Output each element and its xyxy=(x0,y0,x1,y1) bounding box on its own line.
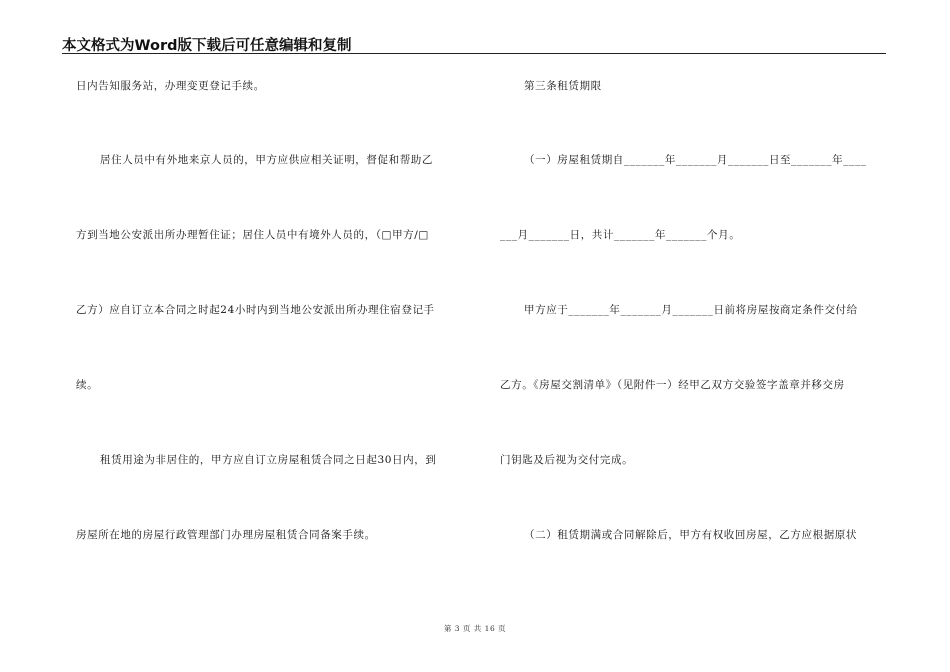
page-number-footer: 第 3 页 共 16 页 xyxy=(443,624,507,633)
paragraph-line: 方到当地公安派出所办理暂住证；居住人员中有境外人员的，（□甲方/□ xyxy=(76,229,429,241)
section-heading: 第三条租赁期限 xyxy=(524,80,602,92)
paragraph-line: （二）租赁期满或合同解除后，甲方有权收回房屋，乙方应根据原状 xyxy=(524,529,857,541)
paragraph-line: 续。 xyxy=(76,379,99,391)
paragraph-line: 乙方。《房屋交割清单》（见附件一）经甲乙双方交验签字盖章并移交房 xyxy=(500,379,845,391)
paragraph-line: ___月_______日，共计_______年_______个月。 xyxy=(500,229,741,241)
paragraph-line: 日内告知服务站，办理变更登记手续。 xyxy=(76,80,265,92)
paragraph-line: 甲方应于_______年_______月_______日前将房屋按商定条件交付给 xyxy=(524,304,858,316)
paragraph-line: （一）房屋租赁期自_______年_______月_______日至_______年____ xyxy=(524,154,867,166)
paragraph-line: 门钥匙及后视为交付完成。 xyxy=(500,454,634,466)
paragraph-line: 乙方）应自订立本合同之时起24小时内到当地公安派出所办理住宿登记手 xyxy=(76,304,435,316)
paragraph-line: 房屋所在地的房屋行政管理部门办理房屋租赁合同备案手续。 xyxy=(76,529,376,541)
paragraph-line: 居住人员中有外地来京人员的，甲方应供应相关证明，督促和帮助乙 xyxy=(100,154,433,166)
paragraph-line: 租赁用途为非居住的，甲方应自订立房屋租赁合同之日起30日内，到 xyxy=(100,454,437,466)
header-title: 本文格式为Word版下载后可任意编辑和复制 xyxy=(62,38,352,54)
header-divider xyxy=(62,53,886,54)
